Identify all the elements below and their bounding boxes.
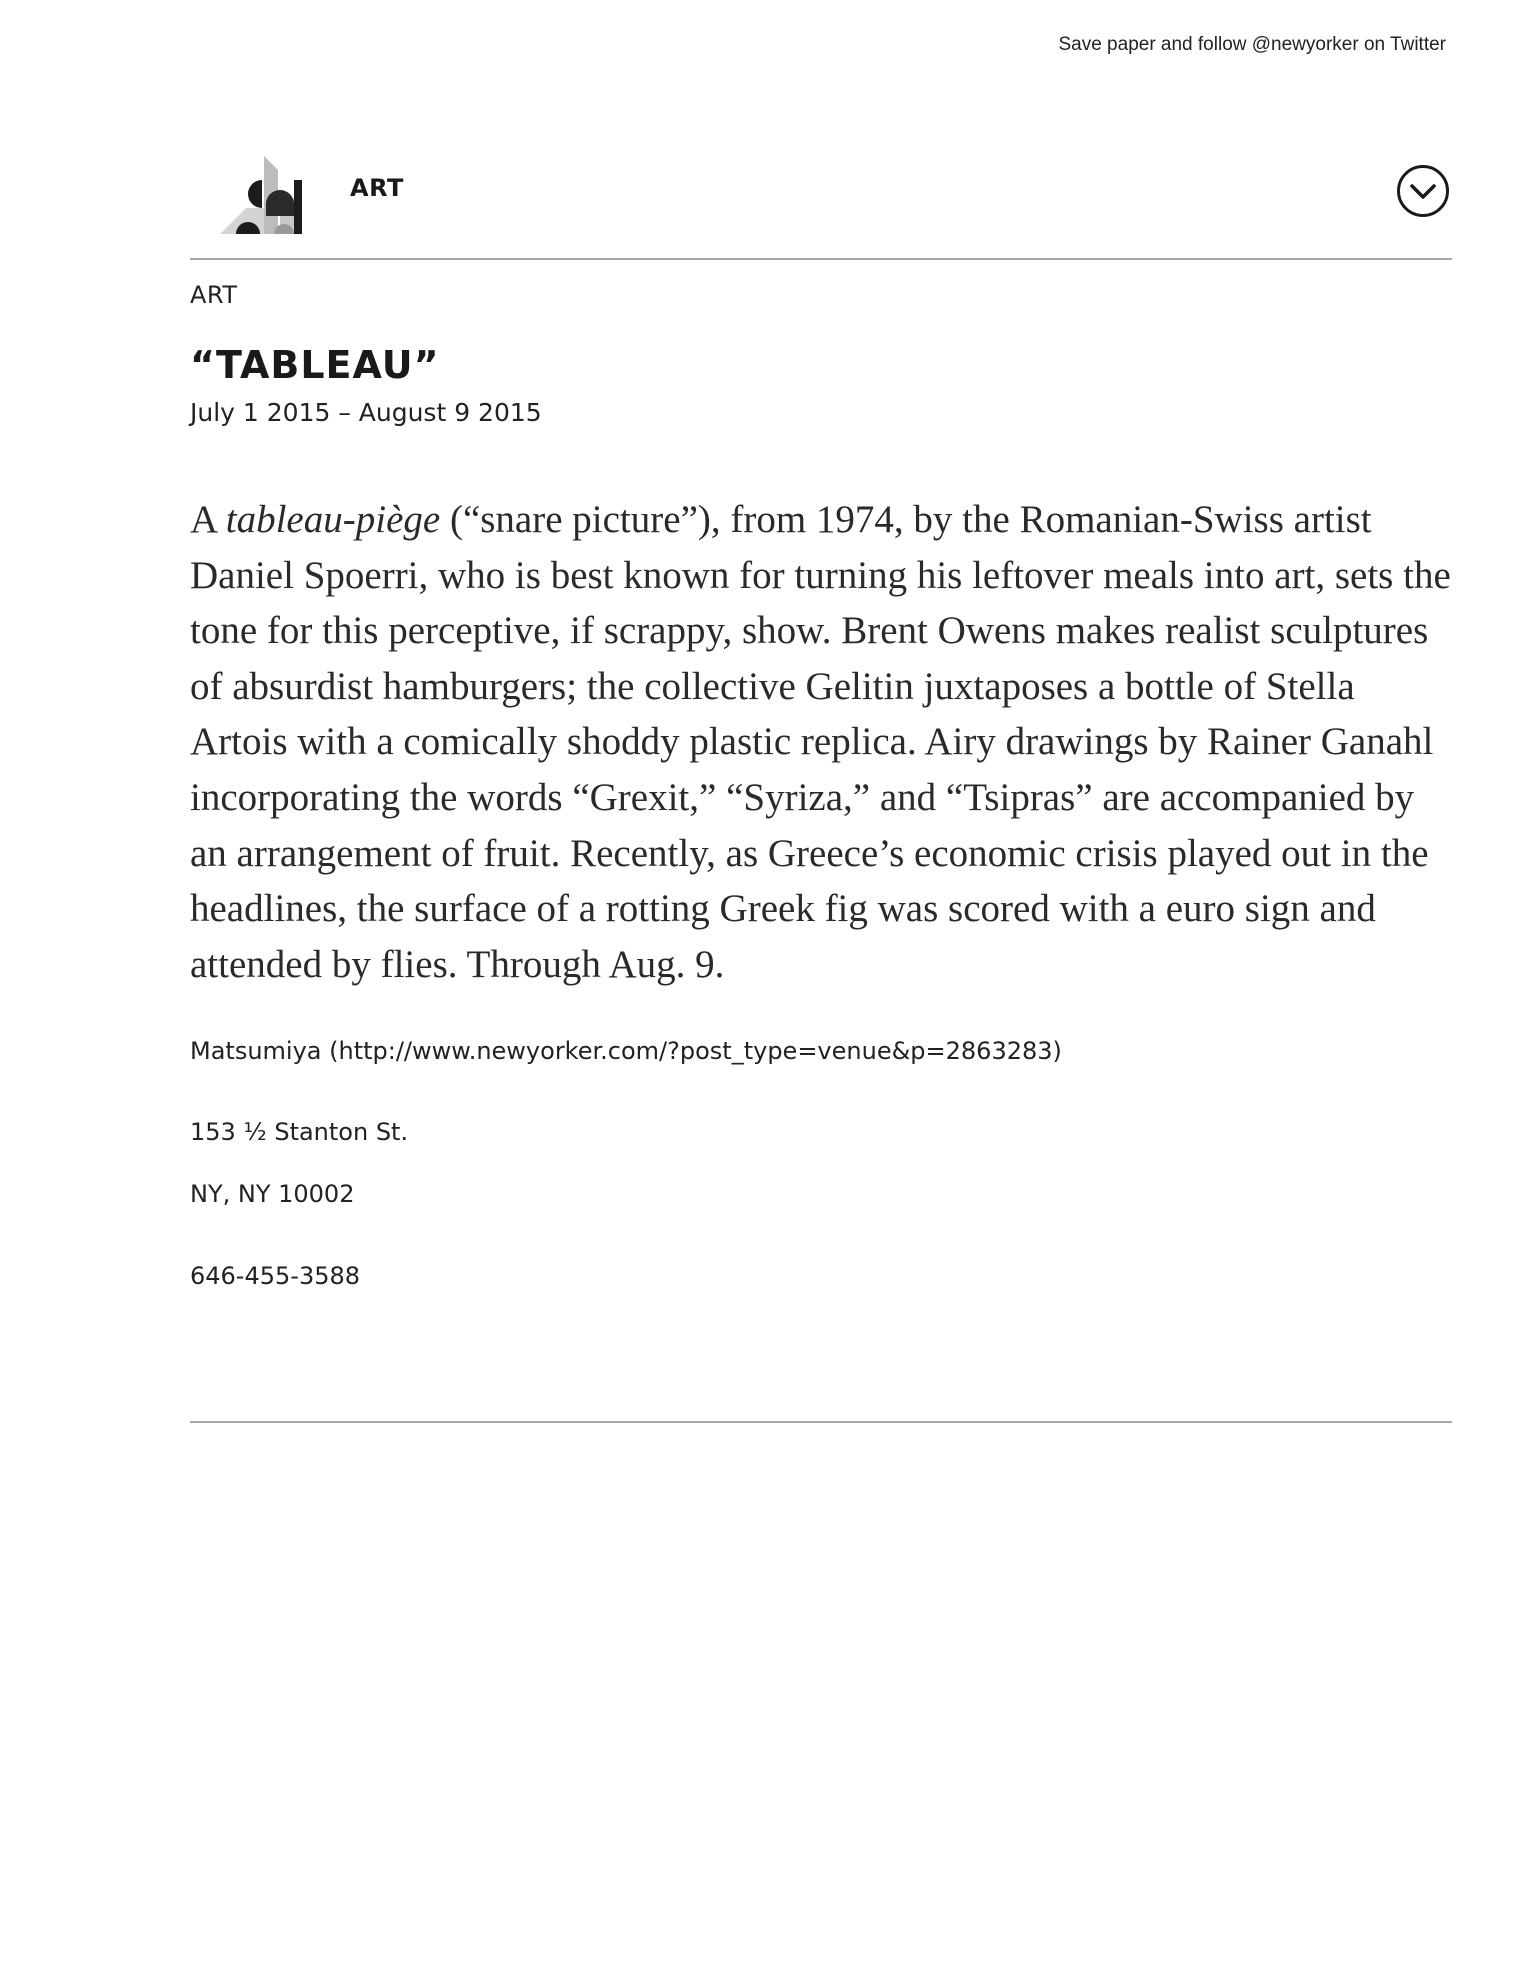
body-lead: A	[190, 498, 226, 541]
venue-address-line2: NY, NY 10002	[190, 1180, 355, 1208]
footer-divider	[190, 1421, 1452, 1423]
article-body	[190, 492, 1452, 992]
body-italic-term: tableau-piège	[225, 498, 441, 541]
section-header	[190, 150, 1452, 260]
article-kicker: ART	[190, 281, 238, 309]
twitter-follow-note: Save paper and follow @newyorker on Twitter	[1058, 34, 1446, 55]
header-divider	[190, 258, 1452, 260]
venue-address-line1: 153 ½ Stanton St.	[190, 1118, 409, 1146]
chevron-down-circle-icon[interactable]	[1396, 164, 1450, 218]
venue-phone: 646-455-3588	[190, 1262, 361, 1290]
article-title: “TABLEAU”	[190, 343, 440, 387]
section-label: ART	[350, 174, 404, 202]
body-rest: (“snare picture”), from 1974, by the Romanian-Swiss artist Daniel Spoerri, who is best known for turning his leftover meals into art, sets the tone for this perceptive, if scrappy, show. Brent Owens makes realist sculptures of absurdist hamburgers; the collective Gelitin juxtaposes a bottle of Stella Artois with a comically shoddy plastic replica. Airy drawings by Rainer Ganahl incorporating the words “Grexit,” “Syriza,” and “Tsipras” are accompanied by an arrangement of fruit. Recently, as Greece’s economic crisis played out in the headlines, the surface of a rotting Greek fig was scored with a euro sign and attended by flies. Through Aug. 9.	[190, 498, 1451, 986]
venue-link[interactable]: Matsumiya (http://www.newyorker.com/?post_type=venue&p=2863283)	[190, 1037, 1062, 1065]
art-section-logo-icon	[214, 154, 310, 236]
article-dates: July 1 2015 – August 9 2015	[190, 398, 542, 427]
